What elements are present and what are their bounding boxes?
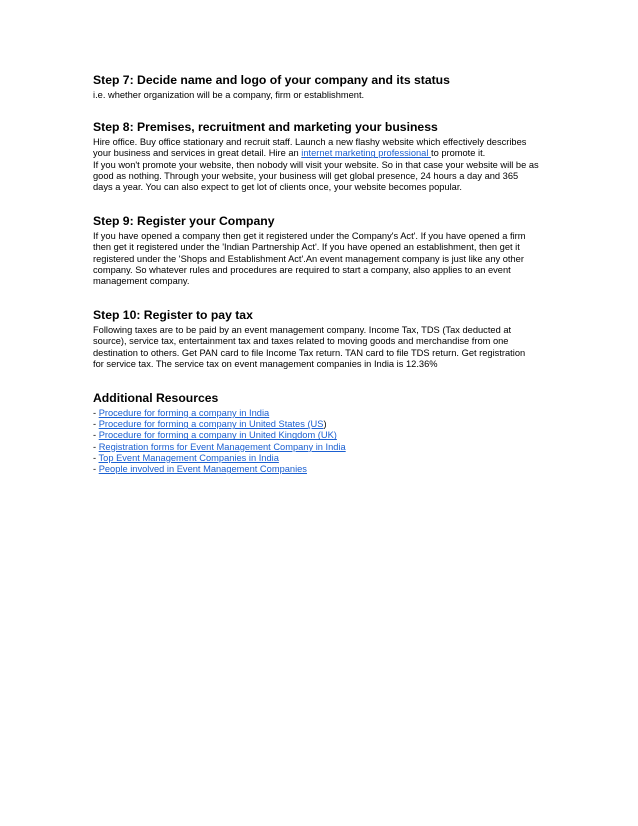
resource-link-top-companies[interactable]: Top Event Management Companies in India: [98, 452, 279, 463]
resources-heading: Additional Resources: [93, 391, 219, 406]
step-10-line: for service tax. The service tax on event management companies in India is 12.36%: [93, 358, 438, 369]
step-7-heading: Step 7: Decide name and logo of your company and its status: [93, 73, 450, 87]
resource-item: [93, 419, 598, 430]
step-7-text: i.e. whether organization will be a company, firm or establishment.: [93, 90, 365, 100]
step-8-line-1: Hire office. Buy office stationary and recruit staff. Launch a new flashy website which effectively describes: [93, 137, 527, 148]
resource-link-us[interactable]: Procedure for forming a company in United States (US: [98, 419, 324, 430]
step-9-line: If you have opened a company then get it registered under the Company's Act'. If you have opened a firm: [93, 231, 526, 242]
step-9-line: management company.: [93, 276, 190, 287]
resource-item: [93, 430, 598, 441]
resource-bullet: -: [93, 464, 99, 475]
resource-link-uk[interactable]: Procedure for forming a company in United Kingdom (UK): [98, 430, 337, 441]
step-8-line-2-end: to promote it.: [430, 148, 486, 159]
step-9-line: registered under the 'Shops and Establishment Act'.An event management company is just like any other: [93, 253, 524, 264]
resource-link-registration-forms[interactable]: Registration forms for Event Management Company in India: [98, 441, 346, 452]
step-8-heading: Step 8: Premises, recruitment and marketing your business: [93, 120, 438, 135]
step-8-line-3: If you won't promote your website, then nobody will visit your website. So in that case your website will be as: [93, 159, 539, 170]
step-10-heading: Step 10: Register to pay tax: [93, 308, 253, 323]
internet-marketing-link[interactable]: internet marketing professional: [301, 148, 431, 159]
step-10-section: [93, 308, 598, 370]
step-9-line: then get it registered under the 'Indian Partnership Act'. If you have opened an establishment, then get it: [93, 242, 520, 253]
step-10-line: destination to others. Get PAN card to file Income Tax return. TAN card to file TDS return. Get registration: [93, 347, 526, 358]
resource-item: [93, 464, 598, 475]
step-8-line-2-start: your business and services in great detail. Hire an: [93, 148, 302, 159]
step-10-line: Following taxes are to be paid by an event management company. Income Tax, TDS (Tax deducted at: [93, 325, 512, 336]
step-9-section: [93, 214, 598, 287]
step-8-section: [93, 120, 598, 193]
step-8-paragraph: [93, 137, 598, 193]
resource-suffix: ): [323, 419, 327, 430]
resource-bullet: -: [93, 430, 99, 441]
resource-bullet: -: [93, 408, 99, 419]
resources-section: [93, 391, 598, 475]
step-10-paragraph: [93, 325, 598, 370]
resource-link-people-involved[interactable]: People involved in Event Management Companies: [98, 464, 307, 475]
step-9-heading: Step 9: Register your Company: [93, 214, 275, 229]
resource-item: [93, 442, 598, 453]
step-9-line: company. So whatever rules and procedures are required to start a company, also applies to an event: [93, 264, 511, 275]
resources-list: [93, 408, 598, 475]
resource-link-india[interactable]: Procedure for forming a company in India: [98, 408, 270, 419]
resource-item: [93, 408, 598, 419]
resource-bullet: -: [93, 452, 99, 463]
step-8-line-5: days a year. You can also expect to get lot of clients once, your website becomes popular.: [93, 182, 463, 193]
step-8-line-4: good as nothing. Through your website, your business will get global presence, 24 hours a day and 365: [93, 170, 519, 181]
step-7-section: [93, 73, 598, 101]
resource-bullet: -: [93, 441, 99, 452]
resource-item: [93, 453, 598, 464]
resource-bullet: -: [93, 419, 99, 430]
step-10-line: source), service tax, entertainment tax and taxes related to moving goods and merchandise from one: [93, 336, 509, 347]
step-9-paragraph: [93, 231, 598, 287]
